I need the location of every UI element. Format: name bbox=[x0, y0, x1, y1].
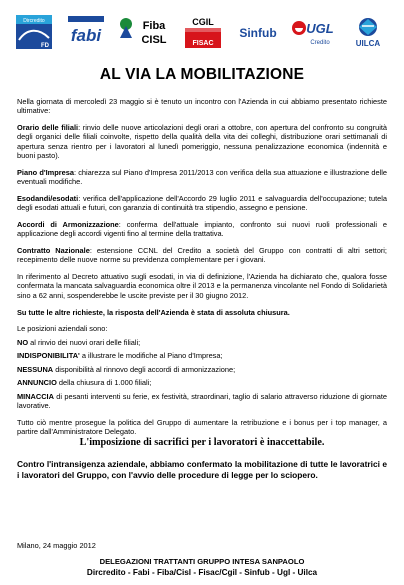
uilca-logo bbox=[344, 14, 392, 50]
item-label: Contratto Nazionale bbox=[17, 246, 90, 256]
declaration-paragraph: Contro l'intransigenza aziendale, abbiamo confermato la mobilitazione di tutte le lavoratrici e i lavoratori del Gruppo, con l'avvio delle procedure di legge per lo sciopero. bbox=[17, 459, 387, 480]
dircredito-logo bbox=[14, 14, 54, 50]
fisac-logo-sub: FISAC bbox=[192, 40, 214, 47]
item-armonizzazione bbox=[17, 220, 387, 239]
item-piano-impresa bbox=[17, 168, 387, 187]
ugl-credito-logo bbox=[290, 14, 336, 50]
document-body bbox=[17, 97, 387, 444]
position-item bbox=[17, 365, 387, 374]
fiba-logo-name: Fiba bbox=[142, 20, 166, 32]
item-contratto bbox=[17, 246, 387, 265]
uilca-logo-name: UILCA bbox=[355, 39, 381, 48]
position-text: disponibilità al rinnovo degli accordi di armonizzazione; bbox=[53, 364, 236, 374]
union-logos-bar bbox=[0, 6, 404, 56]
item-label: Accordi di Armonizzazione bbox=[17, 219, 119, 229]
position-text: a illustrare le modifiche al Piano d'Impresa; bbox=[79, 351, 223, 361]
fabi-logo-name: fabi bbox=[70, 26, 102, 45]
position-label: ANNUNCIO bbox=[17, 378, 57, 388]
item-label: Piano d'Impresa bbox=[17, 167, 74, 177]
ugl-logo-name: UGL bbox=[306, 21, 334, 36]
position-label: NO bbox=[17, 337, 29, 347]
item-label: Orario delle filiali bbox=[17, 123, 79, 133]
cgil-logo-name: CGIL bbox=[192, 17, 214, 27]
position-label: NESSUNA bbox=[17, 364, 54, 374]
decree-paragraph: In riferimento al Decreto attuativo sugli esodati, in via di definizione, l'Azienda ha dichiarato che, qualora fosse confermata la mancata salvaguardia economica oltre il 2013 e la permanenza vincolante nel Fondo di Solidarietà sino a 62 anni, sospenderebbe le uscite previste per il 30 giugno 2012. bbox=[17, 272, 387, 300]
page-title: AL VIA LA MOBILITAZIONE bbox=[99, 66, 305, 83]
policy-paragraph: Tutto ciò mentre prosegue la politica del Gruppo di aumentare la retribuzione e i bonus per i top manager, a partire dall'Amministratore Delegato. bbox=[17, 417, 387, 437]
position-label: INDISPONIBILITA' bbox=[17, 351, 80, 361]
cgil-fisac-logo bbox=[178, 14, 228, 50]
item-text: : chiarezza sul Piano d'Impresa 2011/2013 con verifica della sua attuazione e illustrazione delle eventuali modifiche. bbox=[17, 167, 388, 187]
position-item bbox=[17, 351, 387, 360]
position-text: al rinvio dei nuovi orari delle filiali; bbox=[28, 337, 141, 347]
dircredito-logo-name: Dircredito bbox=[23, 18, 45, 24]
position-text: di pesanti interventi su ferie, ex festività, straordinari, taglio di salario attraverso riduzione di giornate lavorative. bbox=[17, 391, 387, 411]
position-label: MINACCIA bbox=[17, 391, 54, 401]
item-text: : estensione CCNL del Credito a società del Gruppo con contratti di altri settori; recepimento delle nuove norme su previdenza complementare per i giovani. bbox=[17, 246, 387, 265]
headline: L'imposizione di sacrifici per i lavoratori è inaccettabile. bbox=[79, 437, 325, 448]
sinfub-logo bbox=[234, 14, 282, 50]
item-text: : conferma dell'attuale impianto, confronto sui nuovi ruoli professionali e applicazione degli accordi vigenti fino al termine della trattativa. bbox=[17, 219, 387, 239]
dircredito-logo-sub: FD bbox=[41, 43, 49, 49]
position-item bbox=[17, 392, 387, 411]
item-orario bbox=[17, 123, 387, 160]
sinfub-logo-name: Sinfub bbox=[239, 26, 277, 40]
closure-text: Su tutte le altre richieste, la risposta dell'Azienda è stata di assoluta chiusura. bbox=[17, 307, 290, 317]
item-label: Esodandi/esodati bbox=[17, 193, 79, 203]
intro-paragraph: Nella giornata di mercoledì 23 maggio si è tenuto un incontro con l'Azienda in cui abbiamo presentato richieste ultimative: bbox=[17, 97, 387, 116]
item-esodandi bbox=[17, 194, 387, 213]
item-text: : rinvio delle nuove articolazioni degli orari a ottobre, con apertura del confronto su congruità degli organici delle filiali coinvolte, rispetto della qualità della vita dei colleghi, distribuzione orari settimanali di apertura senza rientro per i lavoratori al lunedì pomeriggio, nessuna penalizzazione economica (indennità e buoni pasto). bbox=[17, 123, 387, 160]
positions-list bbox=[17, 324, 387, 410]
fiba-cisl-logo bbox=[116, 14, 172, 50]
date-line: Milano, 24 maggio 2012 bbox=[17, 541, 96, 550]
position-text: della chiusura di 1.000 filiali; bbox=[56, 378, 152, 388]
fabi-logo bbox=[64, 14, 108, 50]
item-text: : verifica dell'applicazione dell'Accordo 29 luglio 2011 e salvaguardia dell'occupazione; tutela degli esodati attuali e futuri, con garanzia di continuità tra stipendio, assegno e pensione. bbox=[17, 193, 387, 213]
signature-line-1: DELEGAZIONI TRATTANTI GRUPPO INTESA SANPAOLO bbox=[99, 557, 305, 566]
closure-paragraph bbox=[17, 308, 387, 317]
position-item bbox=[17, 338, 387, 347]
ugl-logo-sub: Credito bbox=[310, 40, 330, 46]
signature-line-2: Dircredito - Fabi - Fiba/Cisl - Fisac/Cgil - Sinfub - Ugl - Uilca bbox=[86, 568, 318, 577]
positions-intro: Le posizioni aziendali sono: bbox=[17, 324, 108, 334]
fiba-logo-sub: CISL bbox=[141, 34, 167, 46]
position-item bbox=[17, 378, 387, 387]
